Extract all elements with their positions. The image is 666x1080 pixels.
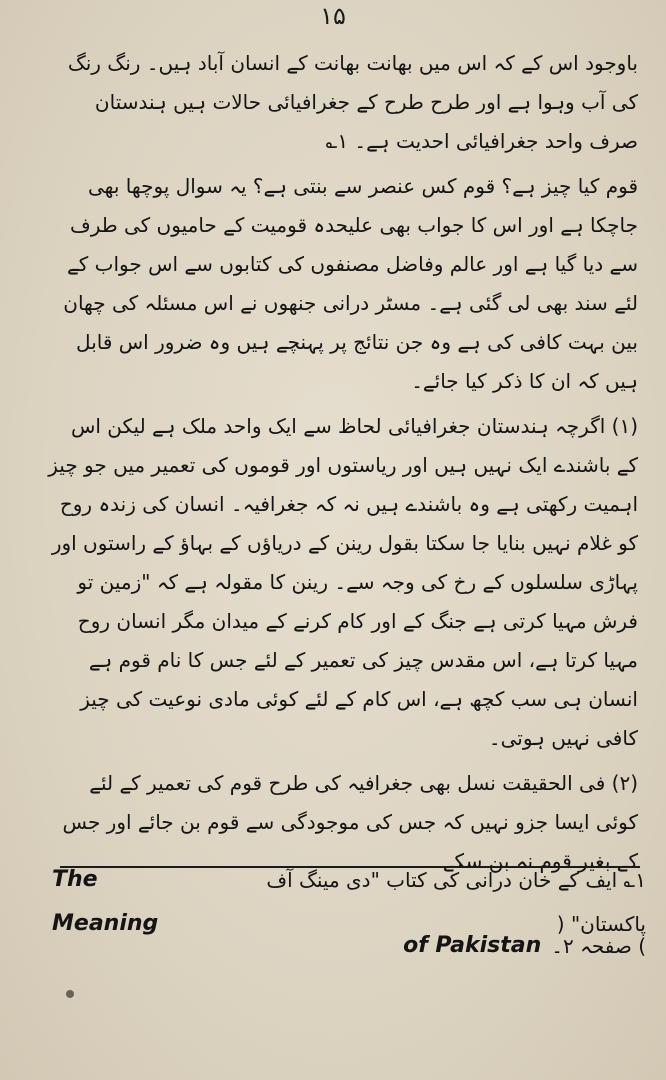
footnote-english-title-part1: The Meaning: [52, 867, 159, 936]
footnote: [52, 867, 646, 968]
paragraph-point-two: (۲) فی الحقیقت نسل بھی جغرافیہ کی طرح قوم کی تعمیر کے لئے کوئی ایسا جزو نہیں کہ جس کی موجودگی سے قوم بن جائے اور جس کے بغیر قوم نہ بن سکے۔: [62, 771, 638, 873]
paragraph-intro: باوجود اس کے کہ اس میں بھانت بھانت کے انسان آباد ہیں۔ رنگ رنگ کی آب وہوا ہے اور طرح طرح کے جغرافیائی حالات ہیں ہندستان صرف واحد جغرافیائی احدیت ہے۔ ۱؎: [67, 51, 638, 153]
page-number: ۱۵: [320, 2, 346, 30]
footnote-line-1: [52, 867, 646, 936]
paragraph-point-one: (۱) اگرچہ ہندستان جغرافیائی لحاظ سے ایک واحد ملک ہے لیکن اس کے باشندے ایک نہیں ہیں اور ریاستوں اور قوموں کی تعمیر میں جو چیز اہمیت رکھتی ہے وہ باشندے ہیں نہ کہ جغرافیہ۔ انسان کی زندہ روح کو غلام نہیں بنایا جا سکتا بقول رینن کے دریاؤں کے بہاؤ کے راستوں اور پہاڑی سلسلوں کے رخ کی وجہ سے۔ رینن کا مقولہ ہے کہ "زمین تو فرش مہیا کرتی ہے جنگ کے اور کام کرنے کے میدان مگر انسان روح مہیا کرتا ہے، اس مقدس چیز کی تعمیر کے لئے جس کا نام قوم ہے انسان ہی سب کچھ ہے، اس کام کے لئے کوئی مادی نوعیت کی چیز کافی نہیں ہوتی۔: [48, 414, 638, 750]
footnote-urdu-text-part2: ) صفحہ ۲۔: [551, 934, 646, 958]
ink-blot: [66, 990, 74, 998]
paragraph-question: قوم کیا چیز ہے؟ قوم کس عنصر سے بنتی ہے؟ یہ سوال پوچھا بھی جاچکا ہے اور اس کا جواب بھی علیحدہ قومیت کے حامیوں کی طرف سے دیا گیا ہے اور عالم وفاضل مصنفوں کی کتابوں سے اس جواب کے لئے سند بھی لی گئی ہے۔ مسٹر درانی جنھوں نے اس مسئلہ کی چھان بین بہت کافی کی ہے وہ جن نتائج پر پہنچے ہیں وہ ضرور اس قابل ہیں کہ ان کا ذکر کیا جائے۔: [63, 174, 638, 393]
footnote-urdu-text-part1: ۱؎ ایف کے خان درانی کی کتاب "دی مینگ آف پاکستان" (: [266, 868, 646, 936]
footnote-english-title-part2: of Pakistan: [403, 933, 542, 958]
body-text: [44, 44, 638, 881]
